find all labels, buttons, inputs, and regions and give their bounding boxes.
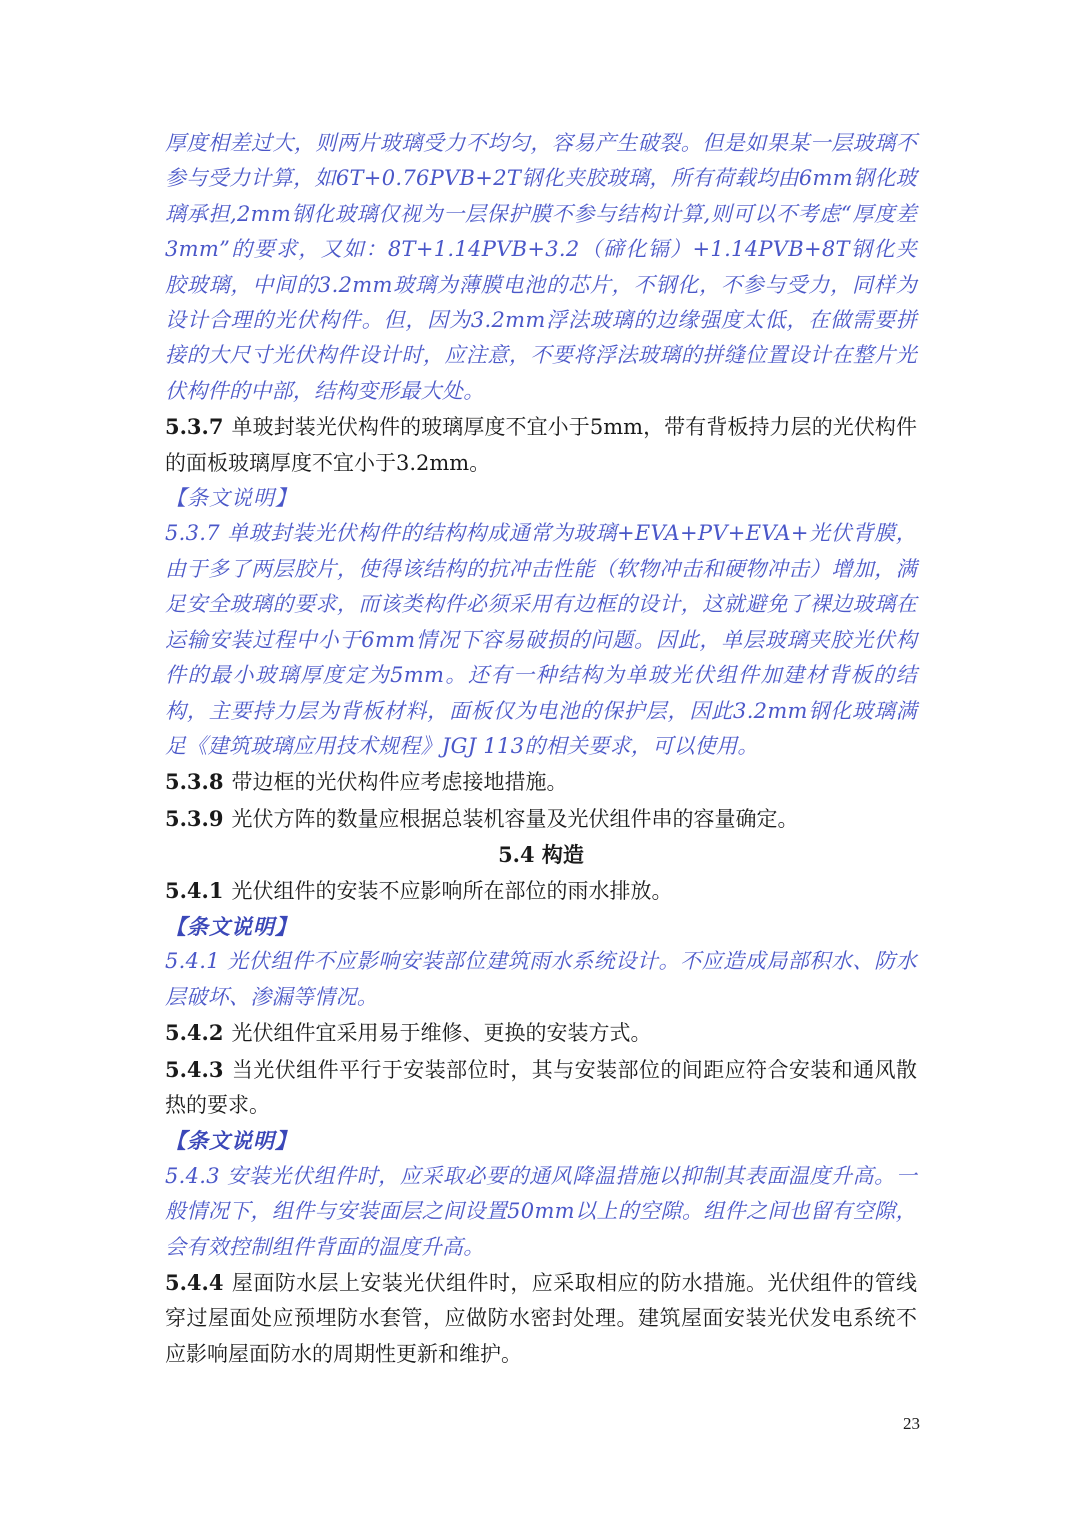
clause-number: 5.4.1 bbox=[165, 877, 224, 903]
commentary-label: 【条文说明】 bbox=[165, 486, 297, 511]
clause-number: 5.3.8 bbox=[165, 769, 224, 795]
clause-text: 光伏方阵的数量应根据总装机容量及光伏组件串的容量确定。 bbox=[231, 806, 799, 831]
clause-number: 5.3.9 bbox=[165, 805, 224, 831]
clause-text: 单玻封装光伏构件的玻璃厚度不宜小于5mm，带有背板持力层的光伏构件的面板玻璃厚度不宜小于3.2mm。 bbox=[165, 415, 917, 475]
commentary-5-4-1: 5.4.1 光伏组件不应影响安装部位建筑雨水系统设计。不应造成局部积水、防水层破坏、渗漏等情况。 bbox=[165, 949, 917, 1009]
clause-text: 光伏组件宜采用易于维修、更换的安装方式。 bbox=[231, 1021, 652, 1046]
commentary-5-3-7: 5.3.7 单玻封装光伏构件的结构构成通常为玻璃+EVA+PV+EVA+光伏背膜，由于多了两层胶片，使得该结构的抗冲击性能（软物冲击和硬物冲击）增加，满足安全玻璃的要求，而该类构件必须采用有边框的设计，这就避免了裸边玻璃在运输安装过程中小于6mm情况下容易破损的问题。因此，单层玻璃夹胶光伏构件的最小玻璃厚度定为5mm。还有一种结构为单玻光伏组件加建材背板的结构，主要持力层为背板材料，面板仅为电池的保护层，因此3.2mm钢化玻璃满足《建筑玻璃应用技术规程》JGJ 113的相关要求，可以使用。 bbox=[165, 521, 917, 758]
clause-5-4-3 bbox=[165, 1052, 917, 1124]
commentary-5-4-3: 5.4.3 安装光伏组件时，应采取必要的通风降温措施以抑制其表面温度升高。一般情况下，组件与安装面层之间设置50mm以上的空隙。组件之间也留有空隙，会有效控制组件背面的温度升高。 bbox=[165, 1163, 917, 1259]
clause-5-3-9 bbox=[165, 801, 917, 837]
clause-text: 当光伏组件平行于安装部位时，其与安装部位的间距应符合安装和通风散热的要求。 bbox=[165, 1057, 917, 1117]
page-number: 23 bbox=[903, 1414, 920, 1433]
section-title: 5.4 构造 bbox=[498, 842, 584, 868]
clause-5-4-1 bbox=[165, 873, 917, 909]
clause-number: 5.3.7 bbox=[165, 414, 224, 440]
page-content bbox=[165, 126, 917, 1372]
clause-5-4-4 bbox=[165, 1265, 917, 1372]
clause-number: 5.4.4 bbox=[165, 1270, 224, 1295]
clause-5-3-7 bbox=[165, 409, 917, 481]
clause-number: 5.4.3 bbox=[165, 1056, 224, 1082]
commentary-continuation: 厚度相差过大，则两片玻璃受力不均匀，容易产生破裂。但是如果某一层玻璃不参与受力计算，如6T+0.76PVB+2T钢化夹胶玻璃，所有荷载均由6mm钢化玻璃承担,2mm钢化玻璃仅视为一层保护膜不参与结构计算,则可以不考虑“厚度差3mm”的要求，又如：8T+1.14PVB+3.2（碲化镉）+1.14PVB+8T钢化夹胶玻璃，中间的3.2mm玻璃为薄膜电池的芯片，不钢化，不参与受力，同样为设计合理的光伏构件。但，因为3.2mm浮法玻璃的边缘强度太低，在做需要拼接的大尺寸光伏构件设计时，应注意，不要将浮法玻璃的拼缝位置设计在整片光伏构件的中部，结构变形最大处。 bbox=[165, 131, 917, 403]
clause-5-3-8 bbox=[165, 764, 917, 800]
clause-text: 光伏组件的安装不应影响所在部位的雨水排放。 bbox=[231, 878, 673, 903]
clause-text: 带边框的光伏构件应考虑接地措施。 bbox=[231, 770, 568, 795]
commentary-label: 【条文说明】 bbox=[165, 1128, 297, 1154]
clause-text: 屋面防水层上安装光伏组件时，应采取相应的防水措施。光伏组件的管线穿过屋面处应预埋防水套管，应做防水密封处理。建筑屋面安装光伏发电系统不应影响屋面防水的周期性更新和维护。 bbox=[165, 1271, 917, 1366]
clause-number: 5.4.2 bbox=[165, 1020, 224, 1046]
commentary-label: 【条文说明】 bbox=[165, 913, 297, 939]
clause-5-4-2 bbox=[165, 1015, 917, 1051]
